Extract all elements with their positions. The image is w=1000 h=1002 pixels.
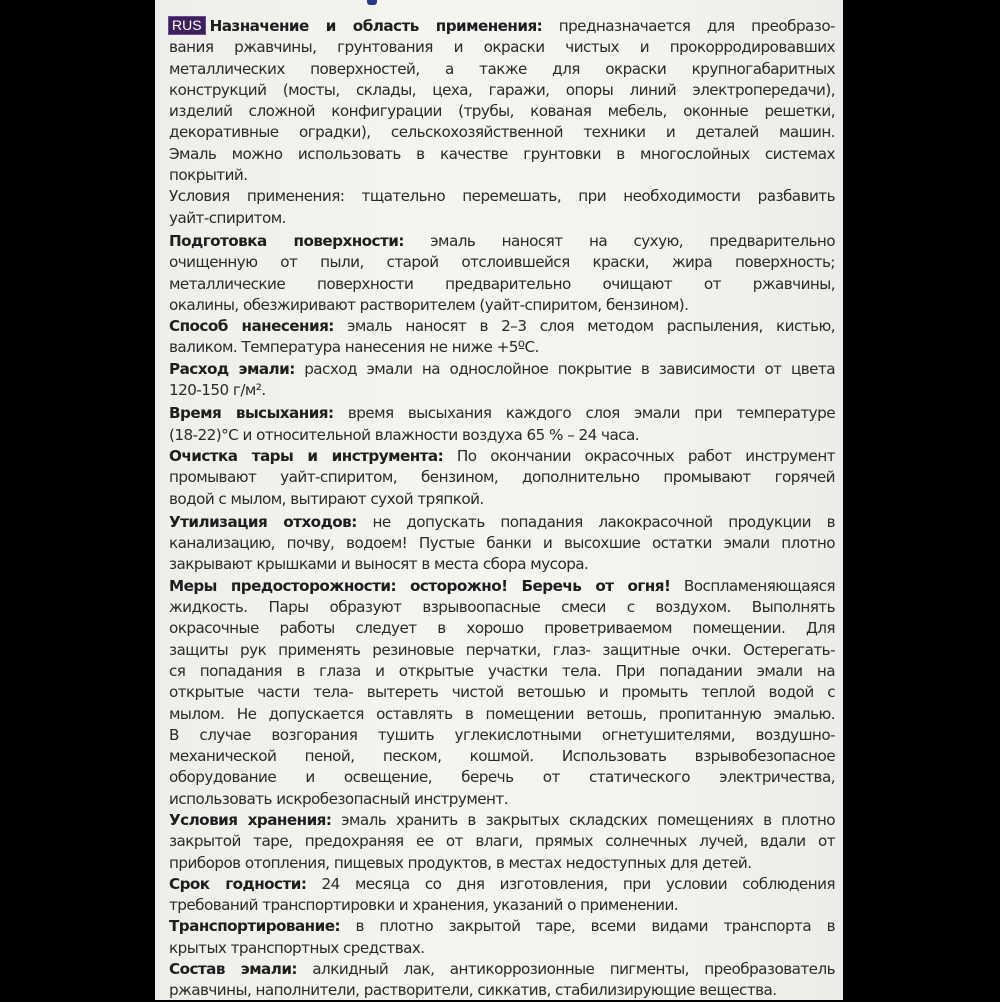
label-line bbox=[169, 295, 835, 316]
label-line bbox=[169, 425, 835, 446]
line-text: очищенную от пыли, старой отслоившейся краски, жира поверхность; bbox=[169, 253, 835, 272]
section-heading: Утилизация отходов: bbox=[169, 512, 357, 531]
line-text: время высыхания каждого слоя эмали при температуре bbox=[333, 404, 835, 423]
line-text: предназначается для преобразо- bbox=[542, 17, 835, 35]
line-text: ржавчины, наполнители, растворители, сиккатив, стабилизирующие вещества. bbox=[169, 981, 777, 1000]
line-text: уайт-спиритом. bbox=[169, 208, 286, 227]
label-line bbox=[169, 208, 835, 229]
section-heading: Время высыхания: bbox=[169, 404, 334, 423]
line-text: конструкций (мосты, склады, цеха, гаражи, опоры линий электропередачи), bbox=[169, 80, 835, 99]
label-line bbox=[169, 37, 835, 58]
label-line bbox=[169, 938, 835, 959]
line-text: Эмаль можно использовать в качестве грунтовки в многослойных системах bbox=[169, 144, 835, 163]
label-line bbox=[169, 980, 835, 1001]
label-line bbox=[169, 767, 835, 788]
label-line bbox=[169, 853, 835, 874]
line-text: эмаль наносят в 2–3 слоя методом распыления, кистью, bbox=[333, 317, 835, 336]
line-text: закрытой таре, предохраняя ее от влаги, прямых солнечных лучей, вдали от bbox=[169, 832, 835, 851]
line-text: механической пеной, песком, кошмой. Использовать взрывобезопасное bbox=[169, 747, 835, 766]
line-text: защиты рук применять резиновые перчатки, глаз- защитные очки. Остерегать- bbox=[169, 640, 835, 659]
label-line bbox=[169, 122, 835, 143]
label-line bbox=[169, 874, 835, 895]
line-text: Воспламеняющаяся bbox=[670, 576, 836, 595]
label-line bbox=[169, 359, 835, 380]
line-text: декоративные оградки), сельскохозяйственной техники и деталей машин. bbox=[169, 123, 835, 142]
label-line bbox=[169, 640, 835, 661]
label-line bbox=[169, 554, 835, 575]
line-text: эмаль наносят на сухую, предварительно bbox=[403, 231, 835, 250]
label-line bbox=[169, 80, 835, 101]
label-line bbox=[169, 380, 835, 401]
label-line bbox=[169, 959, 835, 980]
line-text: (18-22)°С и относительной влажности воздуха 65 % – 24 часа. bbox=[169, 425, 640, 444]
label-line bbox=[169, 101, 835, 122]
label-line bbox=[169, 597, 835, 618]
label-line bbox=[169, 618, 835, 639]
label-line bbox=[169, 704, 835, 725]
line-text: жидкость. Пары образуют взрывоопасные смеси с воздухом. Выполнять bbox=[169, 598, 835, 617]
label-line bbox=[169, 446, 835, 467]
label-text-block bbox=[169, 16, 835, 1002]
label-line bbox=[169, 512, 835, 533]
line-text: требований транспортировки и хранения, указаний о применении. bbox=[169, 896, 679, 915]
section-heading: Способ нанесения: bbox=[169, 317, 334, 336]
line-text: 120-150 г/м². bbox=[169, 381, 266, 400]
label-line bbox=[169, 831, 835, 852]
label-line bbox=[169, 252, 835, 273]
section-heading: Расход эмали: bbox=[169, 359, 295, 378]
line-text: промывают уайт-спиритом, бензином, дополнительно промывают горячей bbox=[169, 468, 835, 487]
line-text: валиком. Температура нанесения не ниже +5ºС. bbox=[169, 338, 539, 357]
section-heading: Срок годности: bbox=[169, 874, 307, 893]
line-text: крытых транспортных средствах. bbox=[169, 938, 425, 957]
section-heading: Подготовка поверхности: bbox=[169, 231, 404, 250]
line-text: канализацию, почву, водоем! Пустые банки и высохшие остатки эмали плотно bbox=[169, 534, 835, 553]
label-line bbox=[169, 186, 835, 207]
section-heading: Условия хранения: bbox=[169, 810, 332, 829]
line-text: изделий сложной конфигурации (трубы, кованая мебель, оконные решетки, bbox=[169, 102, 835, 121]
section-heading: Очистка тары и инструмента: bbox=[169, 446, 444, 465]
line-text: 24 месяца со дня изготовления, при условии соблюдения bbox=[306, 874, 835, 893]
line-text: Условия применения: тщательно перемешать, при необходимости разбавить bbox=[169, 187, 835, 206]
line-text: расход эмали на однослойное покрытие в зависимости от цвета bbox=[294, 359, 835, 378]
label-line bbox=[169, 59, 835, 80]
section-heading: Меры предосторожности: осторожно! Беречь от огня! bbox=[169, 576, 671, 595]
line-text: металлических поверхностей, а также для окраски крупногабаритных bbox=[169, 59, 835, 78]
line-text: ся попадания в глаза и открытые участки тела. При попадании эмали на bbox=[169, 661, 835, 680]
line-text: окалины, обезжиривают растворителем (уайт-спиритом, бензином). bbox=[169, 295, 689, 314]
line-text: вания ржавчины, грунтования и окраски чистых и прокорродировавших bbox=[169, 38, 835, 57]
label-line bbox=[169, 403, 835, 424]
line-text: не допускать попадания лакокрасочной продукции в bbox=[356, 512, 835, 531]
label-line bbox=[169, 725, 835, 746]
line-text: использовать искробезопасный инструмент. bbox=[169, 789, 508, 808]
label-line bbox=[169, 916, 835, 937]
line-text: закрывают крышками и выносят в места сбора мусора. bbox=[169, 555, 589, 574]
label-line bbox=[169, 16, 835, 37]
line-text: окрасочные работы следует в хорошо проветриваемом помещении. Для bbox=[169, 619, 835, 638]
section-heading: Состав эмали: bbox=[169, 960, 297, 979]
line-text: эмаль хранить в закрытых складских помещениях в плотно bbox=[331, 810, 835, 829]
line-text: алкидный лак, антикоррозионные пигменты, преобразователь bbox=[296, 960, 836, 979]
label-line bbox=[169, 467, 835, 488]
label-line bbox=[169, 533, 835, 554]
line-text: открытые части тела- вытереть чистой ветошью и промыть теплой водой с bbox=[169, 683, 835, 702]
header-glyph-fragment bbox=[367, 0, 377, 5]
line-text: приборов отопления, пищевых продуктов, в местах недоступных для детей. bbox=[169, 853, 752, 872]
line-text: водой с мылом, вытирают сухой тряпкой. bbox=[169, 489, 484, 508]
label-line bbox=[169, 895, 835, 916]
product-label bbox=[155, 0, 843, 1000]
label-line bbox=[169, 165, 835, 186]
label-line bbox=[169, 231, 835, 252]
label-line bbox=[169, 746, 835, 767]
line-text: В случае возгорания тушить углекислотными огнетушителями, воздушно- bbox=[169, 725, 835, 744]
line-text: По окончании окрасочных работ инструмент bbox=[443, 446, 835, 465]
label-line bbox=[169, 810, 835, 831]
label-line bbox=[169, 789, 835, 810]
label-line bbox=[169, 576, 835, 597]
line-text: в плотно закрытой таре, всеми видами транспорта в bbox=[340, 917, 835, 936]
line-text: мылом. Не допускается оставлять в помещении ветошь, пропитанную эмалью. bbox=[169, 704, 835, 723]
label-line bbox=[169, 144, 835, 165]
line-text: покрытий. bbox=[169, 166, 248, 185]
label-line bbox=[169, 316, 835, 337]
section-heading: Транспортирование: bbox=[169, 917, 340, 936]
language-badge: RUS bbox=[169, 17, 205, 34]
line-text: оборудование и освещение, беречь от статического электричества, bbox=[169, 768, 835, 787]
label-line bbox=[169, 489, 835, 510]
section-heading: Назначение и область применения: bbox=[209, 17, 543, 35]
label-line bbox=[169, 337, 835, 358]
label-line bbox=[169, 274, 835, 295]
label-line bbox=[169, 682, 835, 703]
line-text: металлические поверхности предварительно очищают от ржавчины, bbox=[169, 274, 835, 293]
label-line bbox=[169, 661, 835, 682]
